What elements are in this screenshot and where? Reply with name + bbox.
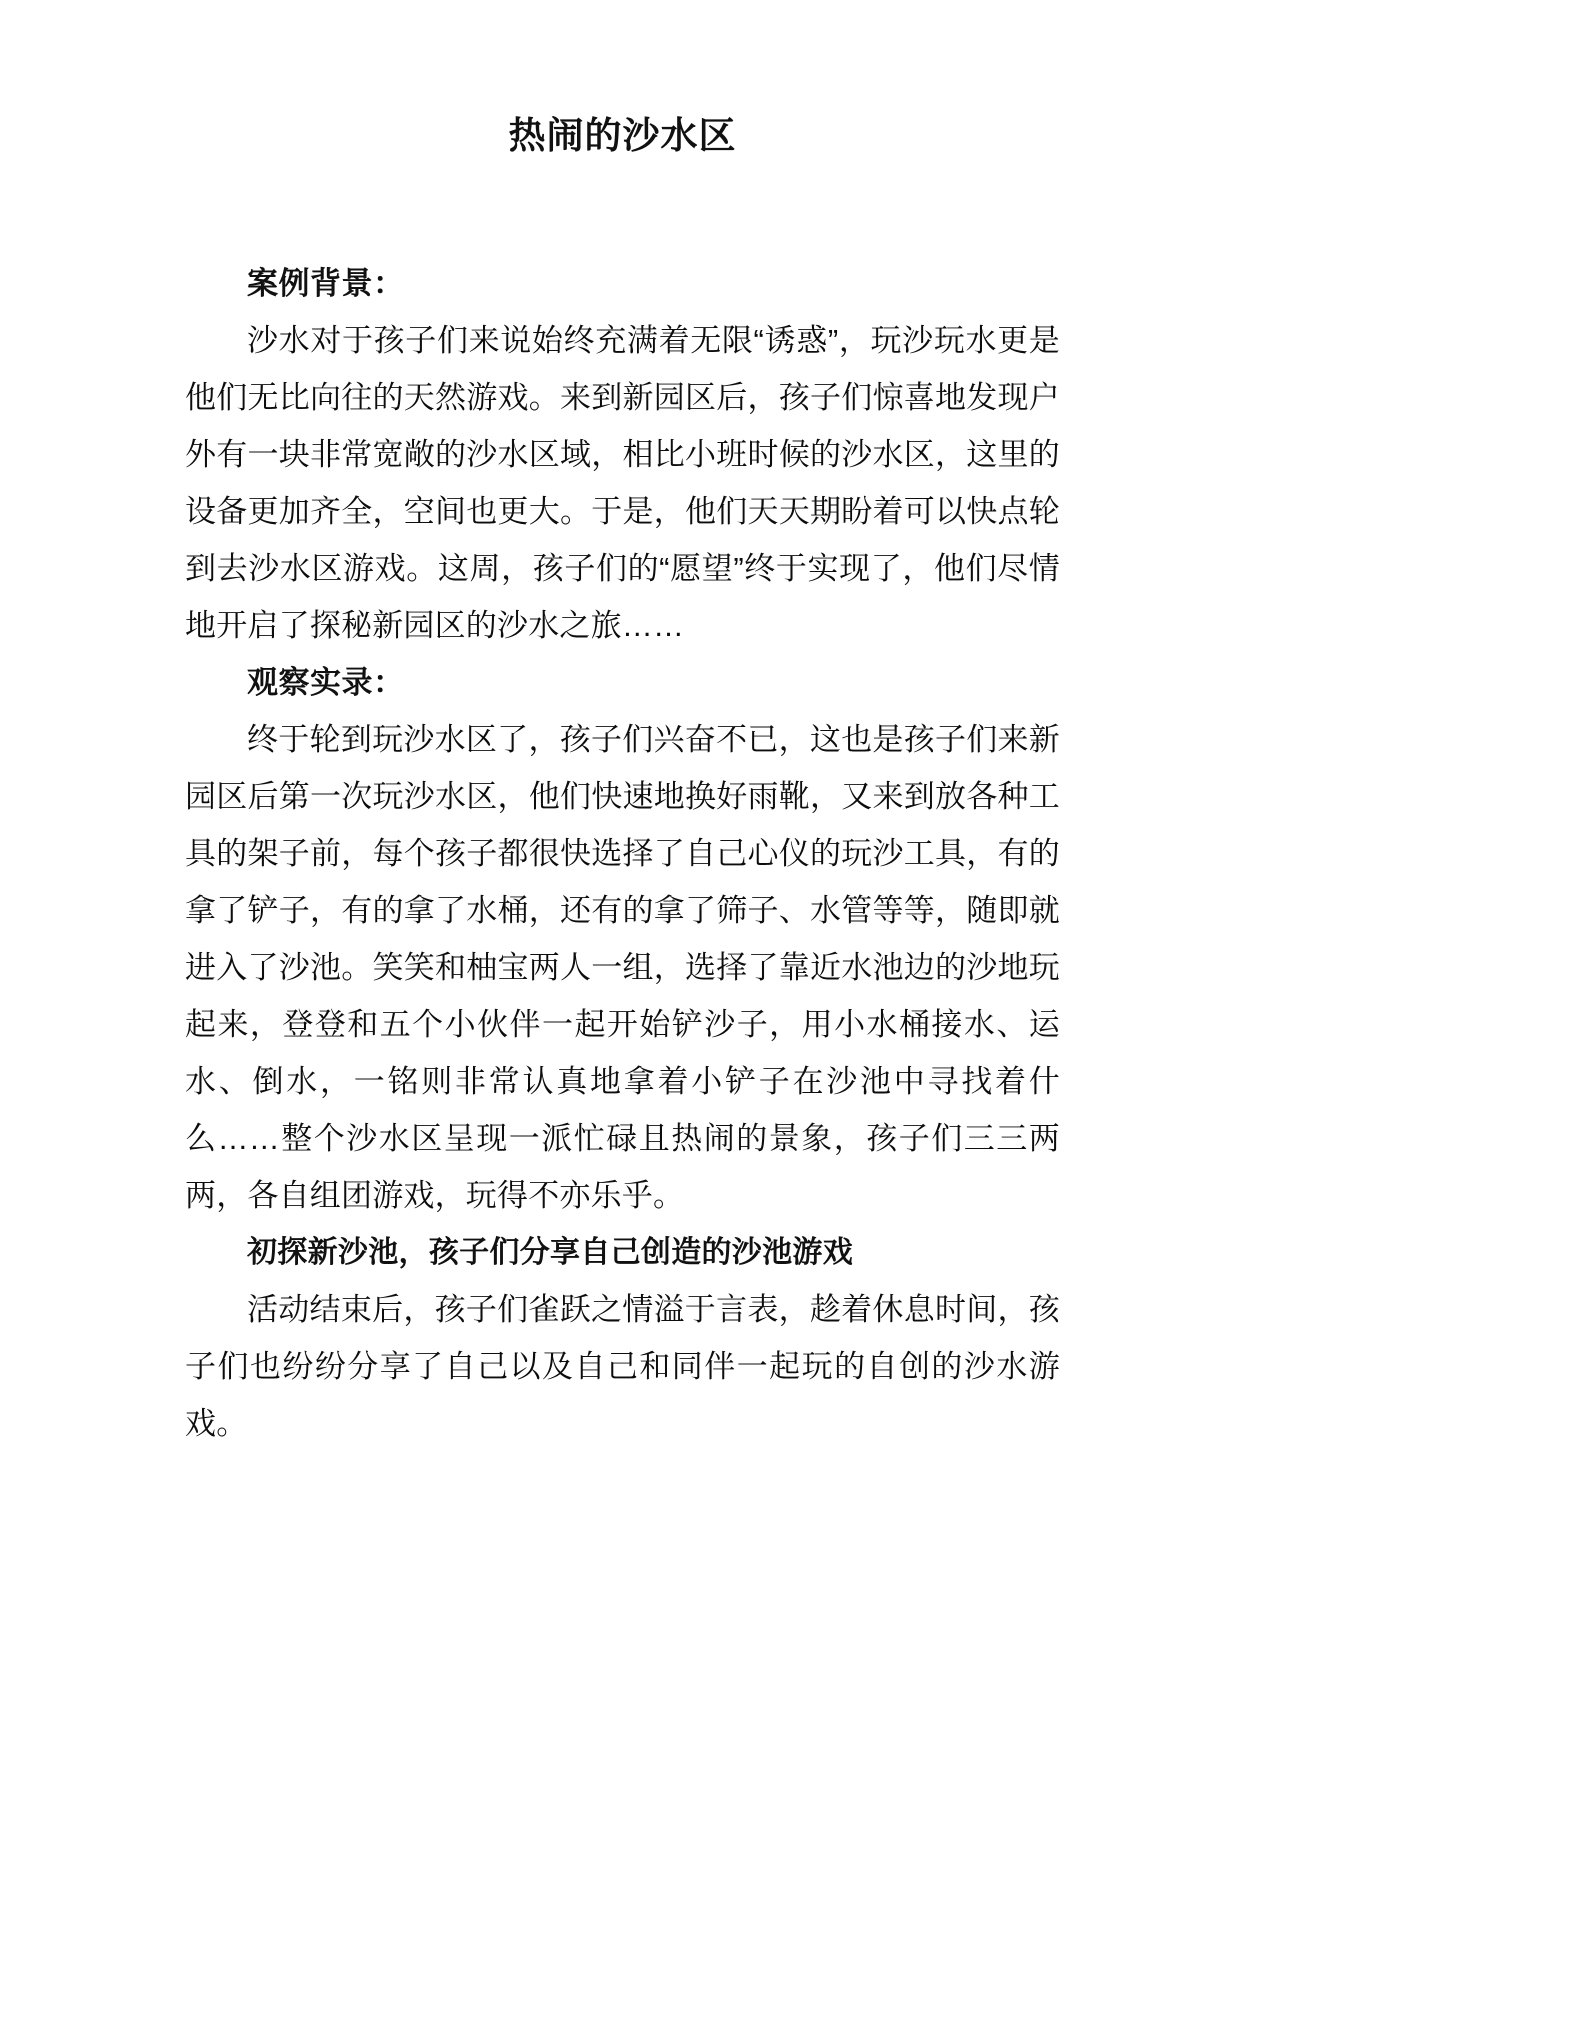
section-paragraph-background: 沙水对于孩子们来说始终充满着无限“诱惑”，玩沙玩水更是他们无比向往的天然游戏。来到新园区后，孩子们惊喜地发现户外有一块非常宽敞的沙水区域，相比小班时候的沙水区，这里的设备更加齐全，空间也更大。于是，他们天天期盼着可以快点轮到去沙水区游戏。这周，孩子们的“愿望”终于实现了，他们尽情地开启了探秘新园区的沙水之旅…… — [185, 322, 1060, 643]
title-spacer — [185, 162, 1060, 255]
page-title: 热闹的沙水区 — [508, 115, 737, 156]
sub-heading-sharing: 初探新沙池，孩子们分享自己创造的沙池游戏 — [247, 1235, 853, 1269]
section-paragraph-sharing: 活动结束后，孩子们雀跃之情溢于言表，趁着休息时间，孩子们也纷纷分享了自己以及自己和同伴一起玩的自创的沙水游戏。 — [185, 1291, 1060, 1441]
section-heading-observation: 观察实录： — [247, 664, 405, 700]
section-paragraph-observation: 终于轮到玩沙水区了，孩子们兴奋不已，这也是孩子们来新园区后第一次玩沙水区，他们快速地换好雨靴，又来到放各种工具的架子前，每个孩子都很快选择了自己心仪的玩沙工具，有的拿了铲子，有的拿了水桶，还有的拿了筛子、水管等等，随即就进入了沙池。笑笑和柚宝两人一组，选择了靠近水池边的沙地玩起来，登登和五个小伙伴一起开始铲沙子，用小水桶接水、运水、倒水，一铭则非常认真地拿着小铲子在沙池中寻找着什么……整个沙水区呈现一派忙碌且热闹的景象，孩子们三三两两，各自组团游戏，玩得不亦乐乎。 — [185, 721, 1060, 1213]
document-content — [185, 0, 1060, 1452]
section-heading-background: 案例背景： — [247, 265, 405, 301]
